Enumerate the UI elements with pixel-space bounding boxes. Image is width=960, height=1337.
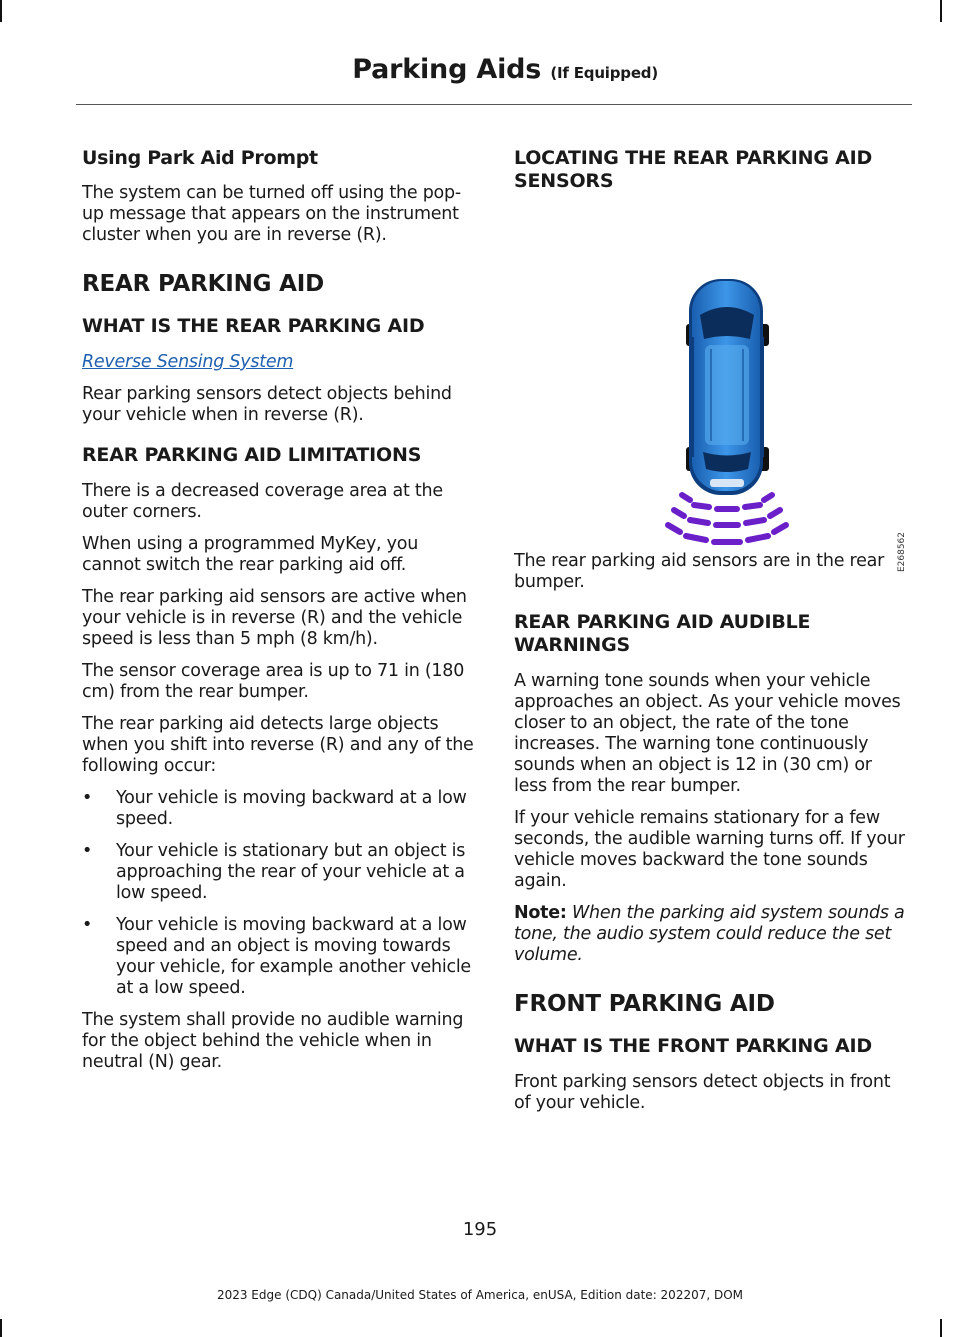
figure-code-label: E268562	[897, 532, 907, 573]
note-paragraph	[514, 903, 909, 966]
front-parking-aid-heading: FRONT PARKING AID	[514, 991, 775, 1017]
list-item: • Your vehicle is moving backward at a low speed.	[82, 788, 477, 830]
sensor-signal-icon	[668, 495, 786, 542]
crop-mark-bottom-right	[940, 1319, 942, 1337]
list-item: • Your vehicle is moving backward at a low speed and an object is moving towards your vehicle, for example another vehicle at a low speed.	[82, 915, 477, 999]
conditions-list	[82, 788, 477, 999]
limitations-paragraph-3: The rear parking aid sensors are active when your vehicle is in reverse (R) and the vehicle speed is less than 5 mph (8 km/h).	[82, 587, 467, 649]
prompt-heading: Using Park Aid Prompt	[82, 147, 318, 169]
limitations-paragraph-6: The system shall provide no audible warning for the object behind the vehicle when in neutral (N) gear.	[82, 1010, 464, 1072]
note-text: When the parking aid system sounds a tone, the audio system could reduce the set volume.	[514, 903, 905, 965]
limitations-paragraph-5: The rear parking aid detects large objects when you shift into reverse (R) and any of the following occur:	[82, 714, 474, 776]
header-title-text: Parking Aids	[352, 54, 542, 85]
rear-parking-aid-heading: REAR PARKING AID	[82, 271, 324, 297]
what-is-rear-parking-aid-heading: WHAT IS THE REAR PARKING AID	[82, 315, 425, 337]
right-column	[514, 147, 909, 1125]
header-rule	[76, 104, 912, 105]
locating-sensors-heading: LOCATING THE REAR PARKING AID SENSORS	[514, 147, 873, 192]
page-header-title	[352, 54, 658, 85]
reverse-sensing-system-link[interactable]: Reverse Sensing System	[82, 352, 294, 372]
left-column	[82, 147, 477, 1084]
header-suffix: (If Equipped)	[550, 64, 658, 82]
crop-mark-top-right	[940, 0, 942, 22]
list-item: • Your vehicle is stationary but an object is approaching the rear of your vehicle at a low speed.	[82, 841, 477, 904]
crop-mark-top-left	[0, 0, 2, 22]
limitations-paragraph-1: There is a decreased coverage area at the outer corners.	[82, 481, 443, 522]
prompt-text: The system can be turned off using the pop-up message that appears on the instrument cluster when you are in reverse (R).	[82, 183, 461, 245]
what-is-rear-text: Rear parking sensors detect objects behind your vehicle when in reverse (R).	[82, 384, 452, 425]
audible-warnings-heading: REAR PARKING AID AUDIBLE WARNINGS	[514, 611, 811, 656]
audible-paragraph-1: A warning tone sounds when your vehicle approaches an object. As your vehicle moves closer to an object, the rate of the tone increases. The warning tone continuously sounds when an object is 12 in (30 cm) or less from the rear bumper.	[514, 671, 901, 796]
limitations-paragraph-4: The sensor coverage area is up to 71 in (180 cm) from the rear bumper.	[82, 661, 465, 702]
car-icon	[686, 279, 769, 495]
page-number: 195	[462, 1219, 498, 1240]
what-is-front-parking-aid-heading: WHAT IS THE FRONT PARKING AID	[514, 1035, 872, 1057]
limitations-heading: REAR PARKING AID LIMITATIONS	[82, 444, 422, 466]
locating-sensors-text: The rear parking aid sensors are in the rear bumper.	[514, 551, 885, 592]
crop-mark-bottom-left	[0, 1319, 2, 1337]
front-parking-text: Front parking sensors detect objects in front of your vehicle.	[514, 1072, 891, 1113]
limitations-paragraph-2: When using a programmed MyKey, you cannot switch the rear parking aid off.	[82, 534, 419, 575]
note-label: Note:	[514, 903, 567, 923]
audible-paragraph-2: If your vehicle remains stationary for a few seconds, the audible warning turns off. If your vehicle moves backward the tone sounds again.	[514, 808, 905, 891]
page-footer: 2023 Edge (CDQ) Canada/United States of America, enUSA, Edition date: 202207, DOM	[216, 1288, 744, 1302]
